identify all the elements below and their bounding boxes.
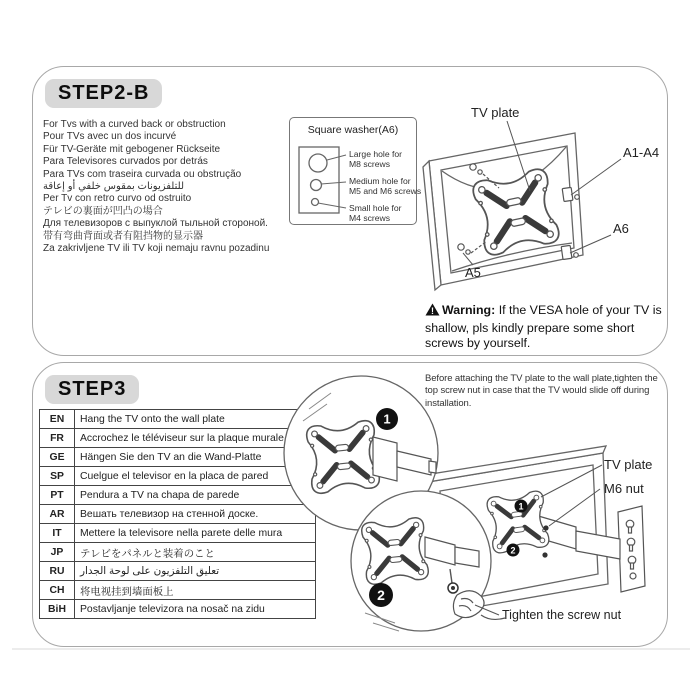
label-a5: A5 [465,265,481,280]
language-code: GE [40,448,75,467]
language-code: JP [40,543,75,562]
language-code: CH [40,581,75,600]
label-a6: A6 [613,221,629,236]
language-text: Hängen Sie den TV an die Wand-Platte [75,448,316,467]
label-m6-nut: M6 nut [604,481,644,496]
svg-text:!: ! [431,306,434,316]
square-washer-legend [289,117,422,225]
language-text: Postavljanje televizora na nosač na zidu [75,600,316,619]
language-text: تعليق التلفزيون على لوحة الجدار [75,562,316,581]
language-code: FR [40,429,75,448]
language-text: Mettere la televisore nella parete delle mura [75,524,316,543]
warning-note [425,303,667,352]
language-text: Вешать телевизор на стенной доске. [75,505,316,524]
step3-note: Before attaching the TV plate to the wall plate,tighten the top screw nut in case that the TV would slide off during installation. [425,373,658,409]
instruction-line-ar: للتلفزيونات بمقوس خلفي أو إعاقة [43,181,184,193]
warning-icon [425,303,440,321]
step3-badge: STEP3 [45,375,139,404]
language-code: BiH [40,600,75,619]
step3-panel [32,362,668,647]
separator-line [12,648,690,650]
instruction-line-en: For Tvs with a curved back or obstruction [43,119,226,130]
label-tighten-screw-nut: Tighten the screw nut [502,608,622,622]
label-tv-plate-step3: TV plate [604,457,653,472]
language-text: Hang the TV onto the wall plate [75,410,316,429]
instruction-line-it: Per Tv con retro curvo od ostruito [43,193,192,205]
language-code: SP [40,467,75,486]
instruction-line-ch: 带有弯曲背面或者有阻挡物的显示器 [43,230,203,242]
language-text: 将电视挂到墙面板上 [75,581,316,600]
washer-label-medium: Medium hole for M5 and M6 screws [349,176,422,196]
language-text: Cuelgue el televisor en la placa de pared [75,467,316,486]
washer-label-large: Large hole for M8 screws [349,149,403,169]
washer-label-small: Small hole for M4 screws [349,203,402,223]
language-code: PT [40,486,75,505]
curved-tv-diagram [415,93,671,305]
instruction-line-ru: Для телевизоров с выпуклой тыльной стороной. [43,218,268,230]
language-code: AR [40,505,75,524]
instruction-line-de: Für TV-Geräte mit gebogener Rückseite [43,143,221,155]
washer-title: Square washer(A6) [307,124,399,136]
language-code: RU [40,562,75,581]
badge-2-large: 2 [377,587,385,603]
badge-1-small: 1 [518,501,524,512]
instruction-line-bih: Za zakrivljene TV ili TV koji nemaju ravnu pozadinu [43,243,270,255]
instruction-line-es: Para Televisores curvados por detrás [43,156,208,168]
warning-label: Warning: [442,303,496,317]
badge-1-large: 1 [383,411,391,427]
language-text: Pendura a TV na chapa de parede [75,486,316,505]
step2b-badge: STEP2-B [45,79,162,108]
language-text: テレビをパネルと装着のこと [75,543,316,562]
warning-text: If the VESA hole of your TV is shallow, pls kindly prepare some short screws by yourself. [425,303,662,351]
label-a1-a4: A1-A4 [623,145,660,160]
instruction-line-fr: Pour TVs avec un dos incurvé [43,131,177,143]
language-code: EN [40,410,75,429]
instruction-line-pt: Para TVs com traseira curvada ou obstrução [43,168,242,180]
language-text: Accrochez le téléviseur sur la plaque murale [75,429,316,448]
instruction-line-jp: テレビの裏面が凹凸の場合 [43,205,163,217]
language-code: IT [40,524,75,543]
label-tv-plate: TV plate [471,105,520,120]
step2b-panel [32,66,668,356]
badge-2-small: 2 [510,545,516,556]
step2b-instructions [43,119,291,255]
